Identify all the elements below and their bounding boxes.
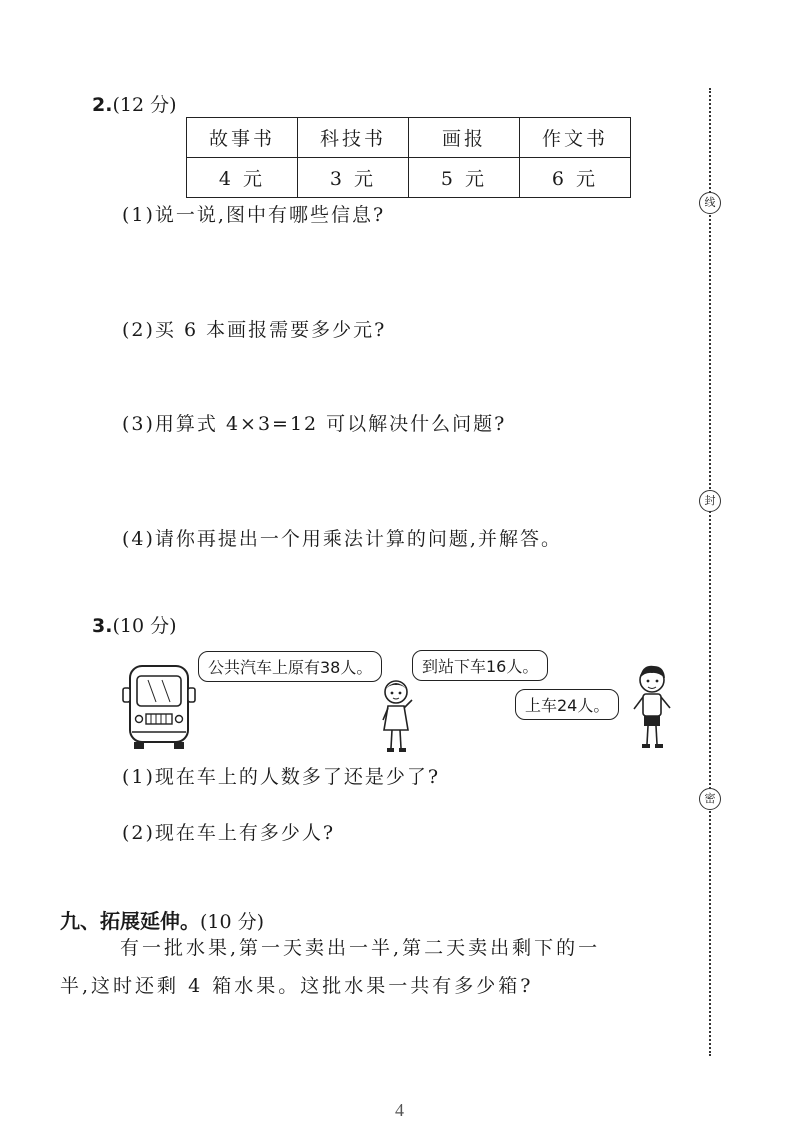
table-header-cell: 科技书 (298, 118, 409, 158)
q3-item-1: (1)现在车上的人数多了还是少了? (122, 766, 441, 788)
bus-illustration (118, 660, 198, 752)
section-9-title: 九、拓展延伸。 (60, 909, 200, 933)
q2-score: (12 分) (112, 94, 177, 116)
page-number: 4 (395, 1100, 404, 1120)
boy-illustration (628, 664, 680, 752)
table-header-cell: 故事书 (187, 118, 298, 158)
q2-item-1: (1)说一说,图中有哪些信息? (122, 204, 386, 226)
section-9-line-1: 有一批水果,第一天卖出一半,第二天卖出剩下的一 (120, 937, 601, 959)
speech-bubble-girl: 到站下车16人。 (412, 650, 548, 681)
q3-number: 3. (92, 615, 113, 637)
table-price-cell: 4 元 (187, 158, 298, 198)
margin-seal-line: 线 (699, 192, 721, 214)
q2-number: 2. (92, 94, 113, 116)
section-9-score: (10 分) (200, 911, 265, 933)
q3-item-2: (2)现在车上有多少人? (122, 822, 336, 844)
margin-seal-seal: 封 (699, 490, 721, 512)
table-header-cell: 画报 (409, 118, 520, 158)
q3-header (92, 611, 177, 638)
table-price-cell: 5 元 (409, 158, 520, 198)
price-table-header-row (187, 118, 631, 158)
table-price-cell: 6 元 (520, 158, 631, 198)
table-header-cell: 作文书 (520, 118, 631, 158)
q2-item-4: (4)请你再提出一个用乘法计算的问题,并解答。 (122, 528, 562, 550)
price-table-value-row (187, 158, 631, 198)
price-table (186, 117, 631, 198)
speech-bubble-bus: 公共汽车上原有38人。 (198, 651, 382, 682)
section-9-line-2: 半,这时还剩 4 箱水果。这批水果一共有多少箱? (60, 975, 534, 997)
girl-illustration (372, 678, 424, 756)
binding-dotted-line (709, 88, 711, 1056)
q2-header (92, 90, 177, 117)
section-9-problem (60, 929, 680, 1005)
q3-score: (10 分) (112, 615, 177, 637)
q2-item-2: (2)买 6 本画报需要多少元? (122, 319, 387, 341)
speech-bubble-boy: 上车24人。 (515, 689, 619, 720)
q2-item-3: (3)用算式 4×3=12 可以解决什么问题? (122, 413, 507, 435)
table-price-cell: 3 元 (298, 158, 409, 198)
margin-seal-secret: 密 (699, 788, 721, 810)
